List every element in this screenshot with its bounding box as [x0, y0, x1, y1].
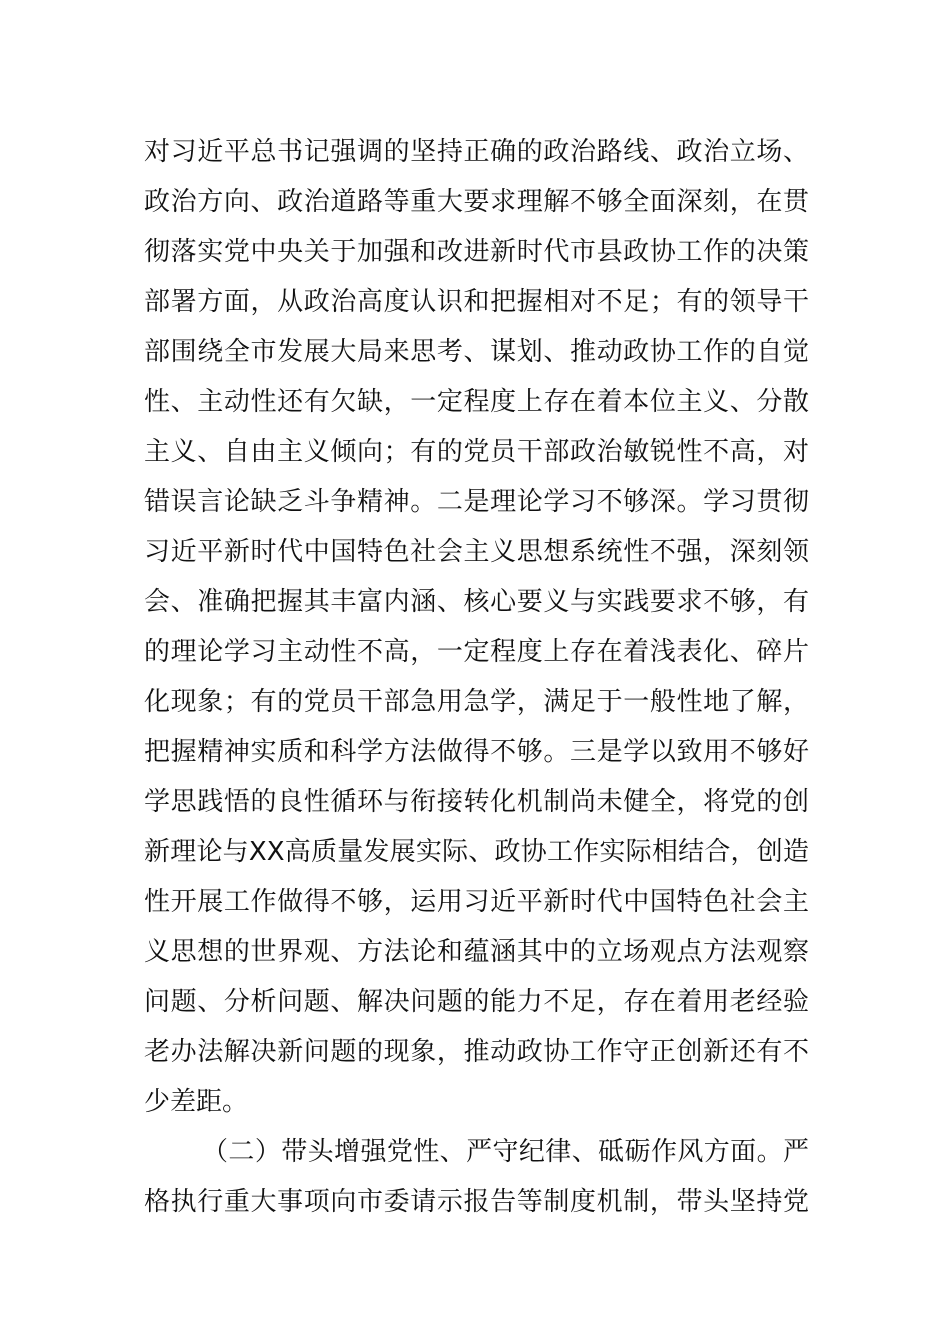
text-line: 彻落实党中央关于加强和改进新时代市县政协工作的决策	[144, 237, 809, 267]
text-line: 学思践悟的良性循环与衔接转化机制尚未健全，将党的创	[144, 787, 809, 817]
text-line: 部署方面，从政治高度认识和把握相对不足；有的领导干	[144, 287, 809, 317]
text-line: 习近平新时代中国特色社会主义思想系统性不强，深刻领	[144, 537, 809, 567]
text-line: 错误言论缺乏斗争精神。二是理论学习不够深。学习贯彻	[144, 487, 809, 517]
text-line: 问题、分析问题、解决问题的能力不足，存在着用老经验	[144, 987, 809, 1017]
text-line: 新理论与XX高质量发展实际、政协工作实际相结合，创造	[144, 837, 809, 867]
text-line: 老办法解决新问题的现象，推动政协工作守正创新还有不	[144, 1037, 809, 1067]
text-line: 把握精神实质和科学方法做得不够。三是学以致用不够好	[144, 737, 809, 767]
text-line: 性、主动性还有欠缺，一定程度上存在着本位主义、分散	[144, 387, 809, 417]
section-heading-line: （二）带头增强党性、严守纪律、砥砺作风方面。严	[202, 1137, 809, 1167]
text-line: 对习近平总书记强调的坚持正确的政治路线、政治立场、	[144, 137, 809, 167]
text-line: 性开展工作做得不够，运用习近平新时代中国特色社会主	[144, 887, 809, 917]
text-line: 主义、自由主义倾向；有的党员干部政治敏锐性不高，对	[144, 437, 809, 467]
text-line: 化现象；有的党员干部急用急学，满足于一般性地了解，	[144, 687, 809, 717]
text-line: 会、准确把握其丰富内涵、核心要义与实践要求不够，有	[144, 587, 809, 617]
text-line: 义思想的世界观、方法论和蕴涵其中的立场观点方法观察	[144, 937, 809, 967]
text-line: 部围绕全市发展大局来思考、谋划、推动政协工作的自觉	[144, 337, 809, 367]
text-line: 的理论学习主动性不高，一定程度上存在着浅表化、碎片	[144, 637, 809, 667]
text-line: 政治方向、政治道路等重大要求理解不够全面深刻，在贯	[144, 187, 809, 217]
body-text	[144, 127, 809, 1227]
text-line: 格执行重大事项向市委请示报告等制度机制，带头坚持党	[144, 1187, 809, 1217]
text-line: 少差距。	[144, 1087, 249, 1117]
